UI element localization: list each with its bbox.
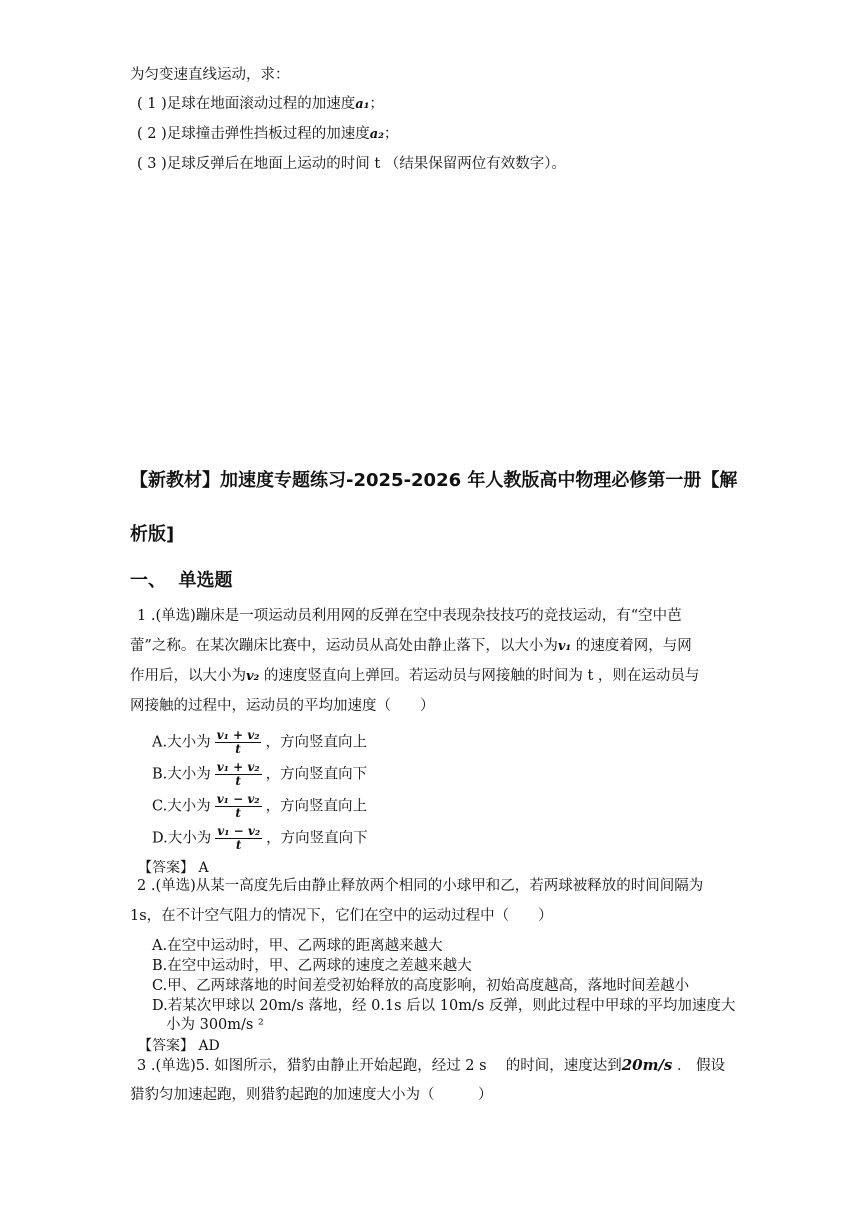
doc-title-line-1: 【新教材】加速度专题练习-2025-2026 年人教版高中物理必修第一册【解 (130, 470, 738, 491)
doc-title-line-2: 析版] (130, 524, 175, 545)
option-text: ，方向竖直向下 (266, 830, 368, 847)
sub-question-3 (137, 154, 566, 174)
q2-option-c: C.甲、乙两球落地的时间差受初始释放的高度影响，初始高度越高，落地时间差越小 (152, 978, 690, 994)
option-text: ，方向竖直向上 (265, 734, 367, 751)
numerator: v₁ − v₂ (216, 792, 260, 806)
q2-option-b: B.在空中运动时，甲、乙两球的速度之差越来越大 (152, 958, 472, 974)
q3-line-2: 猎豹匀加速起跑，则猎豹起跑的加速度大小为（ ） (130, 1087, 493, 1103)
punct: ； (383, 126, 399, 142)
q2-option-a: A.在空中运动时，甲、乙两球的距离越来越大 (152, 938, 443, 954)
q1-option-b (152, 761, 367, 788)
q1-line-3-tail: 的速度竖直向上弹回。若运动员与网接触的时间为 t ，则在运动员与 (259, 668, 700, 684)
denominator: t (235, 806, 241, 820)
option-label: C.大小为 (152, 798, 211, 815)
v2-symbol: v₂ (246, 669, 260, 684)
v1-symbol: v₁ (557, 639, 572, 654)
option-label: D.大小为 (152, 830, 212, 847)
sub-question-2-text: ( 2 )足球撞击弹性挡板过程的加速度 (137, 126, 370, 142)
q1-line-2-text: 蕾”之称。在某次蹦床比赛中，运动员从高处由静止落下，以大小为 (130, 638, 558, 654)
q1-line-3 (130, 666, 699, 687)
a2-symbol: a₂ (369, 127, 384, 142)
q2-option-d-cont: 小为 300m/s ² (166, 1017, 264, 1033)
numerator: v₁ + v₂ (216, 728, 260, 742)
sub-question-1-text: ( 1 )足球在地面滚动过程的加速度 (137, 96, 356, 112)
intro-text: 为匀变速直线运动，求： (130, 67, 290, 83)
section-number: 一、 (130, 570, 166, 591)
fraction (215, 761, 262, 788)
sub-question-3-text: ( 3 )足球反弹后在地面上运动的时间 t （结果保留两位有效数字）。 (137, 156, 567, 172)
section-heading (130, 566, 233, 592)
option-label: A.大小为 (152, 734, 211, 751)
q1-option-d (152, 825, 368, 852)
option-text: ，方向竖直向上 (265, 798, 368, 815)
q2-option-d: D.若某次甲球以 20m/s 落地，经 0.1s 后以 10m/s 反弹，则此过程中甲球的平均加速度大 (152, 998, 736, 1014)
q1-line-1: 1 .(单选)蹦床是一项运动员利用网的反弹在空中表现杂技技巧的竞技运动，有“空中芭 (137, 608, 682, 624)
q1-option-c (152, 793, 367, 820)
q1-line-4: 网接触的过程中，运动员的平均加速度（ ） (130, 698, 435, 714)
q1-line-2 (130, 636, 692, 657)
q1-line-2-tail: 的速度着网，与网 (571, 638, 692, 654)
denominator: t (235, 742, 241, 756)
fraction (215, 825, 262, 852)
sub-question-2 (137, 124, 398, 145)
fraction (215, 729, 262, 756)
option-label: B.大小为 (152, 766, 211, 783)
q3-line-1 (137, 1055, 725, 1076)
numerator: v₁ − v₂ (217, 824, 261, 838)
sub-question-1 (137, 94, 384, 115)
q3-line-1-text: 3 .(单选)5. 如图所示，猎豹由静止开始起跑，经过 2 s 的时间，速度达到 (137, 1058, 622, 1074)
q1-option-a (152, 729, 367, 756)
section-label: 单选题 (178, 570, 233, 591)
q1-answer: 【答案】 A (138, 860, 209, 876)
fraction (215, 793, 262, 820)
q2-answer: 【答案】 AD (138, 1038, 220, 1054)
denominator: t (235, 774, 241, 788)
q1-line-3-text: 作用后，以大小为 (130, 668, 246, 684)
a1-symbol: a₁ (355, 97, 370, 112)
q3-line-1-tail: ． 假设 (672, 1058, 726, 1074)
numerator: v₁ + v₂ (216, 760, 260, 774)
punct: ； (369, 96, 384, 112)
speed-symbol: 20m/s (621, 1056, 673, 1074)
intro-line (130, 65, 290, 85)
q2-line-1: 2 .(单选)从某一高度先后由静止释放两个相同的小球甲和乙，若两球被释放的时间间隔为 (137, 878, 704, 894)
option-text: ，方向竖直向下 (265, 766, 368, 783)
q2-line-2: 1s，在不计空气阻力的情况下，它们在空中的运动过程中（ ） (130, 908, 553, 924)
denominator: t (235, 838, 242, 852)
